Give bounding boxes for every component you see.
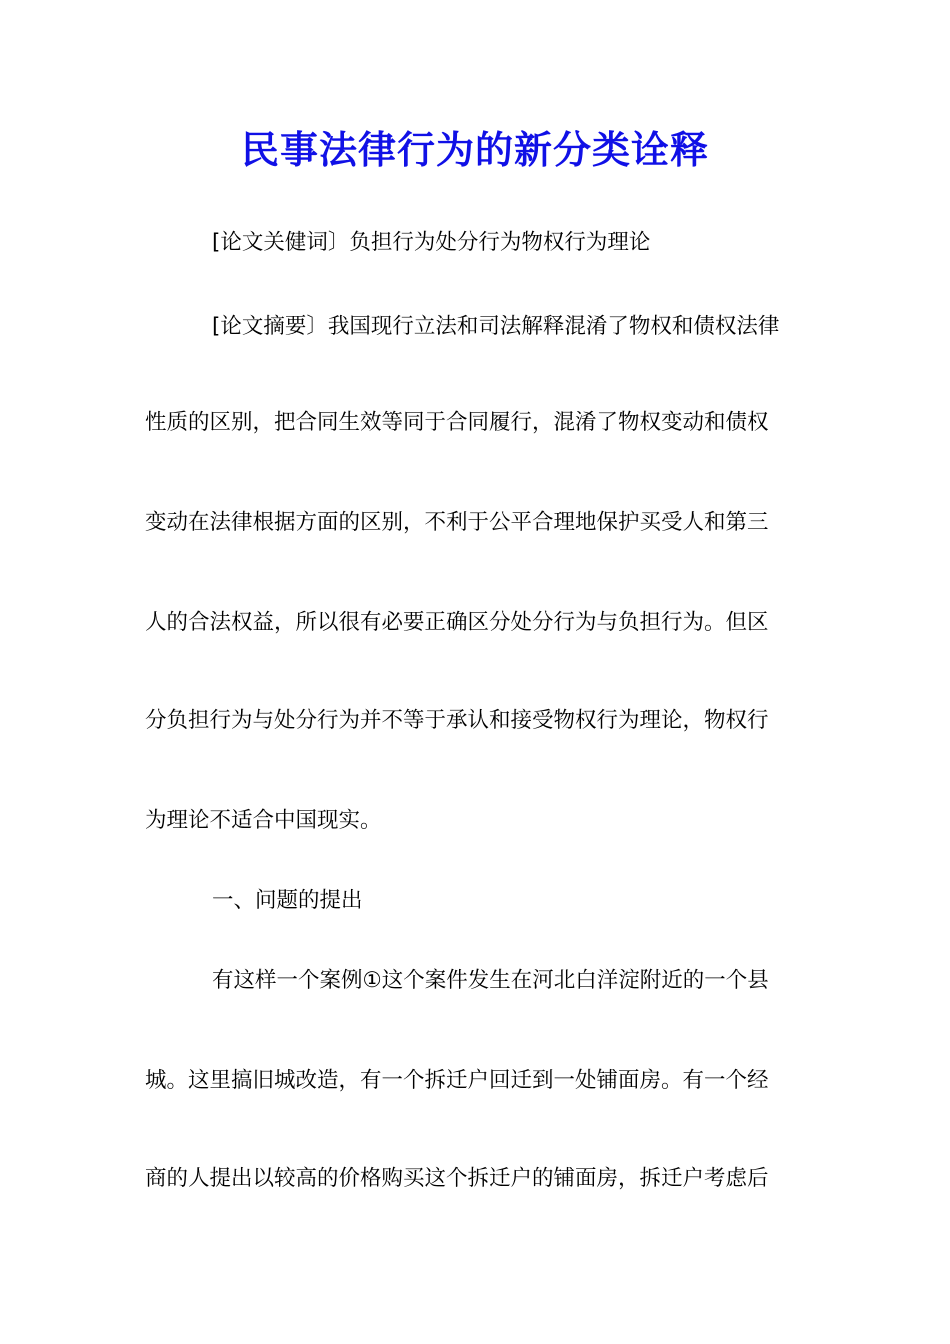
abstract-line-5: 分负担行为与处分行为并不等于承认和接受物权行为理论，物权行 xyxy=(145,708,769,733)
document-title: 民事法律行为的新分类诠释 xyxy=(240,127,709,172)
keywords-line: [论文关健词〕负担行为处分行为物权行为理论 xyxy=(212,230,651,255)
abstract-line-2: 性质的区别，把合同生效等同于合同履行，混淆了物权变动和债权 xyxy=(145,410,769,435)
abstract-line-6: 为理论不适合中国现实。 xyxy=(145,808,382,833)
body-line-1: 有这样一个案例①这个案件发生在河北白洋淀附近的一个县 xyxy=(212,968,769,993)
body-line-3: 商的人提出以较高的价格购买这个拆迁户的铺面房，拆迁户考虑后 xyxy=(145,1166,769,1191)
body-line-2: 城。这里搞旧城改造，有一个拆迁户回迁到一处铺面房。有一个经 xyxy=(145,1068,769,1093)
abstract-line-1: [论文摘要〕我国现行立法和司法解释混淆了物权和债权法律 xyxy=(212,314,780,339)
section-heading: 一、问题的提出 xyxy=(212,888,363,913)
abstract-line-4: 人的合法权益，所以很有必要正确区分处分行为与负担行为。但区 xyxy=(145,610,769,635)
abstract-line-3: 变动在法律根据方面的区别，不利于公平合理地保护买受人和第三 xyxy=(145,510,769,535)
